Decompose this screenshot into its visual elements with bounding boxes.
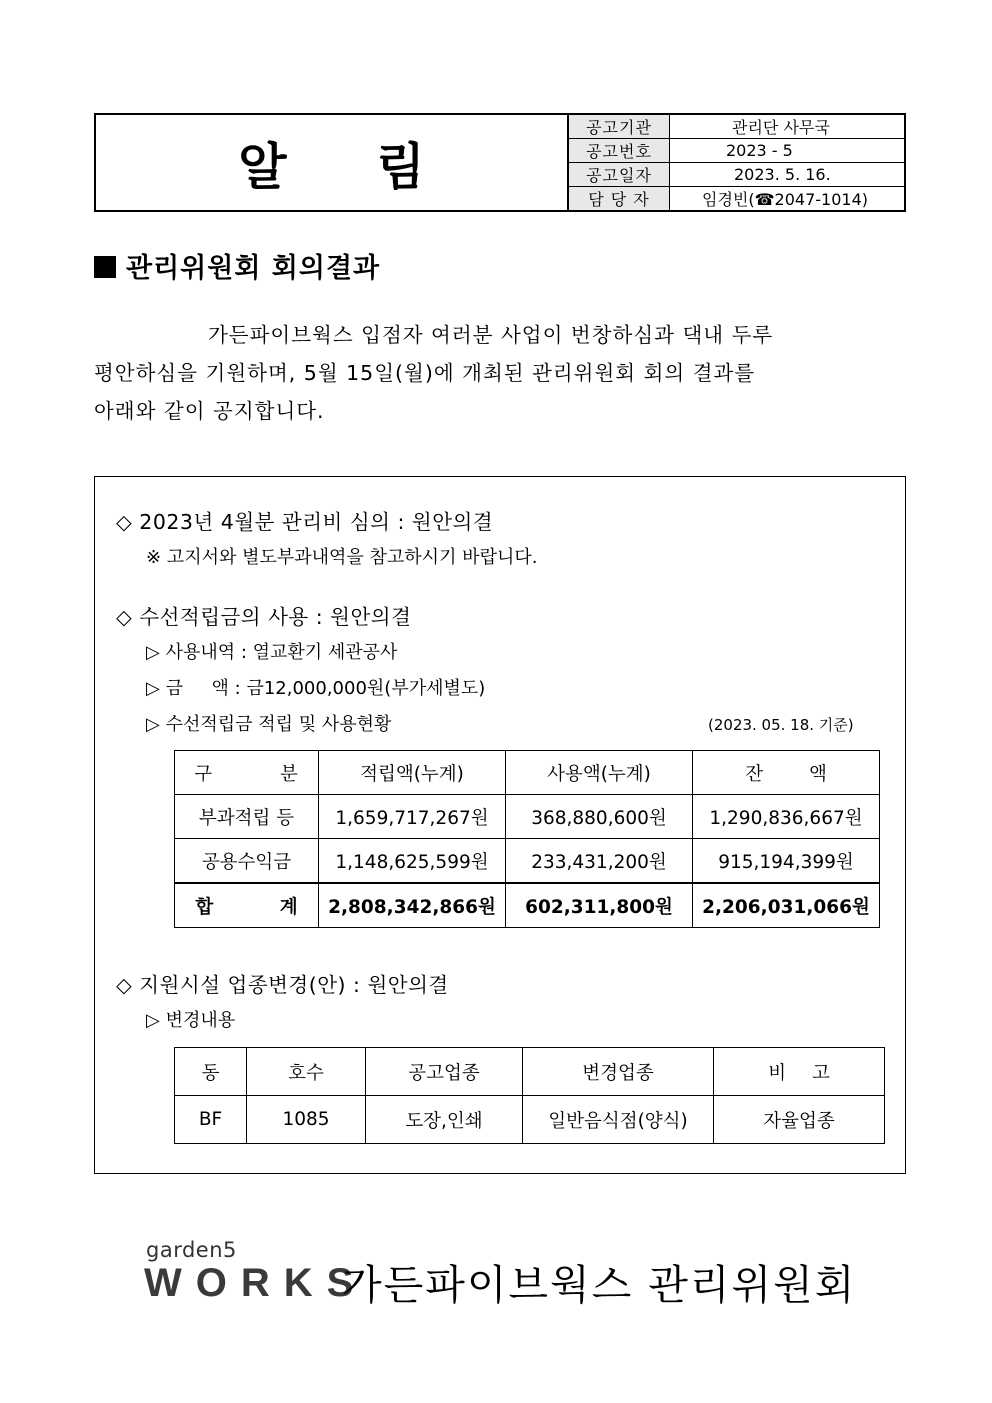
intro-line: 가든파이브웍스 입점자 여러분 사업이 번창하심과 댁내 두루 bbox=[208, 323, 774, 347]
meta-key: 담 당 자 bbox=[569, 187, 670, 211]
table-row bbox=[175, 795, 880, 839]
table-cell: 1085 bbox=[247, 1096, 366, 1144]
table-cell: 368,880,600원 bbox=[506, 795, 693, 839]
table-header-cell: 잔 액 bbox=[693, 751, 880, 795]
intro-line: 평안하심을 기원하며, 5월 15일(월)에 개최된 관리위원회 회의 결과를 bbox=[94, 361, 756, 385]
table-cell: 602,311,800원 bbox=[506, 883, 693, 928]
table-total-row bbox=[175, 883, 880, 928]
table-header-cell: 비 고 bbox=[714, 1048, 885, 1096]
table-header-row bbox=[175, 1048, 885, 1096]
meta-row bbox=[569, 187, 905, 211]
notice-title: 알림 bbox=[96, 115, 568, 210]
notice-meta-table bbox=[568, 115, 904, 210]
meta-value: 2023 - 5 bbox=[670, 139, 905, 163]
business-change-table bbox=[174, 1047, 885, 1144]
meta-row bbox=[569, 139, 905, 163]
item1-title: ◇ 2023년 4월분 관리비 심의 : 원안의결 bbox=[116, 510, 494, 534]
item3-sub: ▷ 변경내용 bbox=[146, 1010, 236, 1031]
section-heading bbox=[94, 246, 380, 285]
table-cell: 1,659,717,267원 bbox=[319, 795, 506, 839]
table-header-cell: 적립액(누계) bbox=[319, 751, 506, 795]
item2-usage: ▷ 사용내역 : 열교환기 세관공사 bbox=[146, 642, 398, 663]
table-row bbox=[175, 839, 880, 884]
table-cell: 일반음식점(양식) bbox=[523, 1096, 714, 1144]
table-row bbox=[175, 1096, 885, 1144]
meta-key: 공고기관 bbox=[569, 115, 670, 139]
table-header-cell: 공고업종 bbox=[366, 1048, 523, 1096]
table-header-cell: 변경업종 bbox=[523, 1048, 714, 1096]
reserve-fund-table bbox=[174, 750, 880, 928]
item1-note: ※ 고지서와 별도부과내역을 참고하시기 바랍니다. bbox=[146, 547, 538, 568]
table-cell: 915,194,399원 bbox=[693, 839, 880, 884]
table-cell: 1,148,625,599원 bbox=[319, 839, 506, 884]
meta-value: 임경빈(☎2047-1014) bbox=[670, 187, 905, 211]
table-cell: 2,808,342,866원 bbox=[319, 883, 506, 928]
meta-row bbox=[569, 115, 905, 139]
item2-amount: ▷ 금 액 : 금12,000,000원(부가세별도) bbox=[146, 678, 486, 699]
table-cell: 233,431,200원 bbox=[506, 839, 693, 884]
table-header-cell: 구 분 bbox=[175, 751, 319, 795]
black-square-icon bbox=[94, 256, 116, 278]
table-cell: BF bbox=[175, 1096, 247, 1144]
meta-value: 2023. 5. 16. bbox=[670, 163, 905, 187]
logo-garden5: garden5 bbox=[146, 1238, 237, 1262]
table-cell: 1,290,836,667원 bbox=[693, 795, 880, 839]
section-heading-text: 관리위원회 회의결과 bbox=[126, 253, 381, 284]
meta-value: 관리단 사무국 bbox=[670, 115, 905, 139]
meta-key: 공고번호 bbox=[569, 139, 670, 163]
table-cell: 2,206,031,066원 bbox=[693, 883, 880, 928]
item2-status: ▷ 수선적립금 적립 및 사용현황 bbox=[146, 714, 392, 735]
table-cell: 공용수익금 bbox=[175, 839, 319, 884]
table-cell: 자율업종 bbox=[714, 1096, 885, 1144]
meta-row bbox=[569, 163, 905, 187]
table-cell: 부과적립 등 bbox=[175, 795, 319, 839]
table-cell: 도장,인쇄 bbox=[366, 1096, 523, 1144]
intro-paragraph bbox=[94, 316, 884, 430]
as-of-date: (2023. 05. 18. 기준) bbox=[708, 716, 854, 734]
item2-title: ◇ 수선적립금의 사용 : 원안의결 bbox=[116, 605, 412, 629]
notice-header bbox=[94, 113, 906, 212]
table-header-cell: 호수 bbox=[247, 1048, 366, 1096]
table-cell: 합 계 bbox=[175, 883, 319, 928]
table-header-cell: 동 bbox=[175, 1048, 247, 1096]
logo-works: WORKS bbox=[144, 1261, 368, 1305]
meta-key: 공고일자 bbox=[569, 163, 670, 187]
table-header-row bbox=[175, 751, 880, 795]
footer-organization-name: 가든파이브웍스 관리위원회 bbox=[342, 1261, 857, 1309]
item3-title: ◇ 지원시설 업종변경(안) : 원안의결 bbox=[116, 973, 449, 997]
intro-line: 아래와 같이 공지합니다. bbox=[94, 399, 325, 423]
table-header-cell: 사용액(누계) bbox=[506, 751, 693, 795]
